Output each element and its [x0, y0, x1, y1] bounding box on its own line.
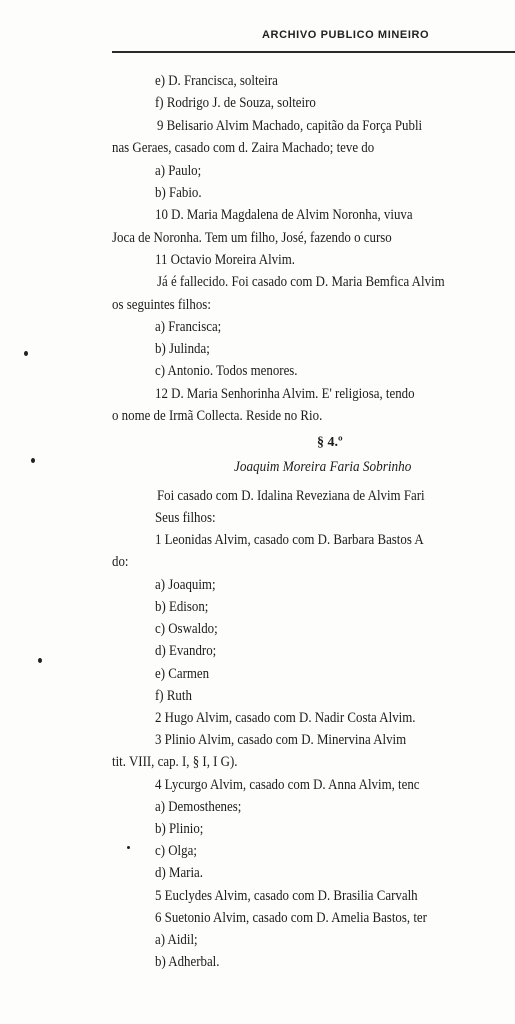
text-line: a) Paulo; [155, 163, 202, 179]
text-line: b) Fabio. [155, 185, 202, 201]
text-line: e) Carmen [155, 666, 210, 682]
text-line: nas Geraes, casado com d. Zaira Machado; teve do [112, 140, 375, 156]
text-line: a) Joaquim; [155, 577, 216, 593]
text-line: a) Aidil; [155, 932, 198, 948]
text-line: Joca de Noronha. Tem um filho, José, fazendo o curso [112, 230, 392, 246]
running-header: ARCHIVO PUBLICO MINEIRO [262, 29, 430, 41]
text-line: b) Julinda; [155, 341, 210, 357]
text-line: c) Oswaldo; [155, 621, 218, 637]
text-line: Foi casado com D. Idalina Reveziana de Alvim Fari [157, 488, 425, 504]
text-line: b) Adherbal. [155, 954, 220, 970]
text-line: 10 D. Maria Magdalena de Alvim Noronha, viuva [155, 207, 413, 223]
section-title: Joaquim Moreira Faria Sobrinho [234, 459, 412, 475]
text-line: c) Antonio. Todos menores. [155, 363, 298, 379]
text-line: 2 Hugo Alvim, casado com D. Nadir Costa Alvim. [155, 710, 416, 726]
text-line: 11 Octavio Moreira Alvim. [155, 252, 295, 268]
text-line: 4 Lycurgo Alvim, casado com D. Anna Alvim, tenc [155, 777, 420, 793]
text-line: f) Ruth [155, 688, 192, 704]
text-line: do: [112, 554, 129, 570]
text-line: os seguintes filhos: [112, 297, 211, 313]
text-line: c) Olga; [155, 843, 197, 859]
text-line: 5 Euclydes Alvim, casado com D. Brasilia Carvalh [155, 888, 418, 904]
ink-speck [127, 846, 130, 849]
text-line: Seus filhos: [155, 510, 216, 526]
text-line: a) Demosthenes; [155, 799, 242, 815]
section-number: § 4.º [317, 435, 343, 450]
text-line: 1 Leonidas Alvim, casado com D. Barbara Bastos A [155, 532, 424, 548]
text-line: 3 Plinio Alvim, casado com D. Minervina Alvim [155, 732, 407, 748]
text-line: tit. VIII, cap. I, § I, I G). [112, 754, 238, 770]
text-line: 12 D. Maria Senhorinha Alvim. E' religiosa, tendo [155, 386, 415, 402]
text-line: d) Maria. [155, 865, 203, 881]
text-line: o nome de Irmã Collecta. Reside no Rio. [112, 408, 323, 424]
text-line: b) Edison; [155, 599, 209, 615]
text-line: 9 Belisario Alvim Machado, capitão da Força Publi [157, 118, 423, 134]
text-line: a) Francisca; [155, 319, 222, 335]
text-line: d) Evandro; [155, 643, 217, 659]
header-rule [112, 51, 515, 53]
text-line: 6 Suetonio Alvim, casado com D. Amelia Bastos, ter [155, 910, 427, 926]
text-line: b) Plinio; [155, 821, 204, 837]
text-line: e) D. Francisca, solteira [155, 73, 278, 89]
text-line: f) Rodrigo J. de Souza, solteiro [155, 95, 316, 111]
text-line: Já é fallecido. Foi casado com D. Maria Bemfica Alvim [157, 274, 445, 290]
ink-speck [31, 458, 35, 463]
ink-speck [38, 658, 42, 663]
ink-speck [24, 351, 28, 356]
